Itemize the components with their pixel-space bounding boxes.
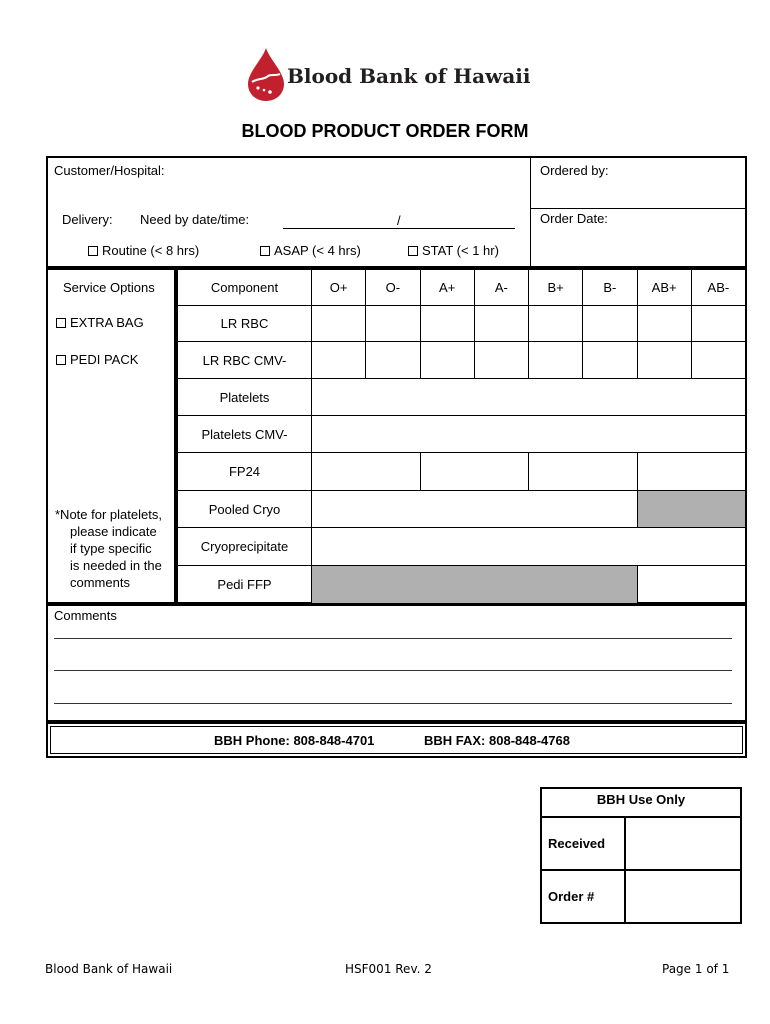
order-cell-wide[interactable] — [311, 415, 746, 453]
bbh-phone: BBH Phone: 808-848-4701 — [214, 733, 375, 748]
logo-text: Blood Bank of Hawaii — [287, 64, 531, 88]
order-cell[interactable] — [528, 341, 583, 379]
checkbox-icon — [56, 355, 66, 365]
blood-type-header: A+ — [420, 268, 475, 306]
component-label: Platelets — [177, 378, 312, 416]
extra-bag-option[interactable]: EXTRA BAG — [56, 315, 144, 330]
comment-line[interactable] — [54, 638, 732, 639]
blood-type-header: O+ — [311, 268, 366, 306]
blood-type-header: B+ — [528, 268, 583, 306]
order-cell[interactable] — [420, 305, 475, 342]
order-cell[interactable] — [365, 305, 420, 342]
order-cell[interactable] — [311, 341, 366, 379]
comment-line[interactable] — [54, 670, 732, 671]
order-cell-pair[interactable] — [311, 452, 421, 491]
ordered-by-label: Ordered by: — [540, 163, 609, 178]
order-cell-pair[interactable] — [528, 452, 638, 491]
service-options-label: Service Options — [63, 280, 155, 295]
received-label: Received — [548, 836, 606, 851]
date-separator: / — [397, 213, 401, 228]
order-cell-pair[interactable] — [637, 452, 747, 491]
order-cell[interactable] — [637, 305, 692, 342]
order-cell[interactable] — [528, 305, 583, 342]
order-cell[interactable] — [691, 341, 746, 379]
checkbox-icon — [408, 246, 418, 256]
order-cell[interactable] — [691, 305, 746, 342]
platelets-note: *Note for platelets, please indicate if type specific is needed in the comments — [55, 507, 162, 590]
order-cell[interactable] — [311, 305, 366, 342]
delivery-label: Delivery: — [62, 212, 113, 227]
order-cell[interactable] — [637, 341, 692, 379]
need-by-field[interactable] — [283, 228, 515, 229]
contact-bar-inner — [50, 726, 743, 754]
blood-type-header: A- — [474, 268, 529, 306]
blood-type-header: O- — [365, 268, 420, 306]
order-number-label: Order # — [548, 889, 595, 904]
asap-option[interactable]: ASAP (< 4 hrs) — [260, 243, 361, 258]
disabled-cell — [311, 565, 638, 604]
footer-form-id: HSF001 Rev. 2 — [345, 962, 432, 976]
order-cell-pair[interactable] — [637, 565, 747, 604]
component-label: LR RBC — [177, 305, 312, 342]
received-field[interactable] — [627, 818, 740, 868]
form-title: BLOOD PRODUCT ORDER FORM — [241, 121, 529, 141]
top-divider-horizontal — [531, 208, 745, 209]
comment-line[interactable] — [54, 703, 732, 704]
component-label: Platelets CMV- — [177, 415, 312, 453]
footer-org: Blood Bank of Hawaii — [45, 962, 173, 976]
bbh-use-only-title: BBH Use Only — [596, 792, 686, 807]
component-label: Pedi FFP — [177, 565, 312, 604]
routine-option[interactable]: Routine (< 8 hrs) — [88, 243, 199, 258]
order-cell[interactable] — [474, 305, 529, 342]
customer-hospital-label: Customer/Hospital: — [54, 163, 165, 178]
order-cell-wide[interactable] — [311, 378, 746, 416]
order-cell-wide[interactable] — [311, 527, 746, 566]
blood-type-header: B- — [582, 268, 637, 306]
order-cell[interactable] — [582, 305, 637, 342]
checkbox-icon — [88, 246, 98, 256]
footer-page: Page 1 of 1 — [662, 962, 730, 976]
component-label: Cryoprecipitate — [177, 527, 312, 566]
blood-type-header: AB- — [691, 268, 746, 306]
checkbox-icon — [56, 318, 66, 328]
disabled-cell — [637, 490, 747, 528]
component-header: Component — [177, 268, 312, 306]
order-cell[interactable] — [582, 341, 637, 379]
top-divider-vertical — [530, 157, 531, 267]
comments-label: Comments — [54, 608, 117, 623]
order-cell[interactable] — [365, 341, 420, 379]
stat-option[interactable]: STAT (< 1 hr) — [408, 243, 499, 258]
order-number-field[interactable] — [627, 871, 740, 922]
component-label: FP24 — [177, 452, 312, 491]
component-label: LR RBC CMV- — [177, 341, 312, 379]
order-date-label: Order Date: — [540, 211, 608, 226]
blood-type-header: AB+ — [637, 268, 692, 306]
order-cell-wide[interactable] — [311, 490, 638, 528]
component-label: Pooled Cryo — [177, 490, 312, 528]
order-cell[interactable] — [474, 341, 529, 379]
pedi-pack-option[interactable]: PEDI PACK — [56, 352, 138, 367]
order-cell-pair[interactable] — [420, 452, 530, 491]
bbh-fax: BBH FAX: 808-848-4768 — [424, 733, 570, 748]
bbh-use-divider-v — [624, 817, 626, 923]
need-by-label: Need by date/time: — [140, 212, 250, 227]
order-cell[interactable] — [420, 341, 475, 379]
comments-box — [46, 604, 747, 722]
checkbox-icon — [260, 246, 270, 256]
